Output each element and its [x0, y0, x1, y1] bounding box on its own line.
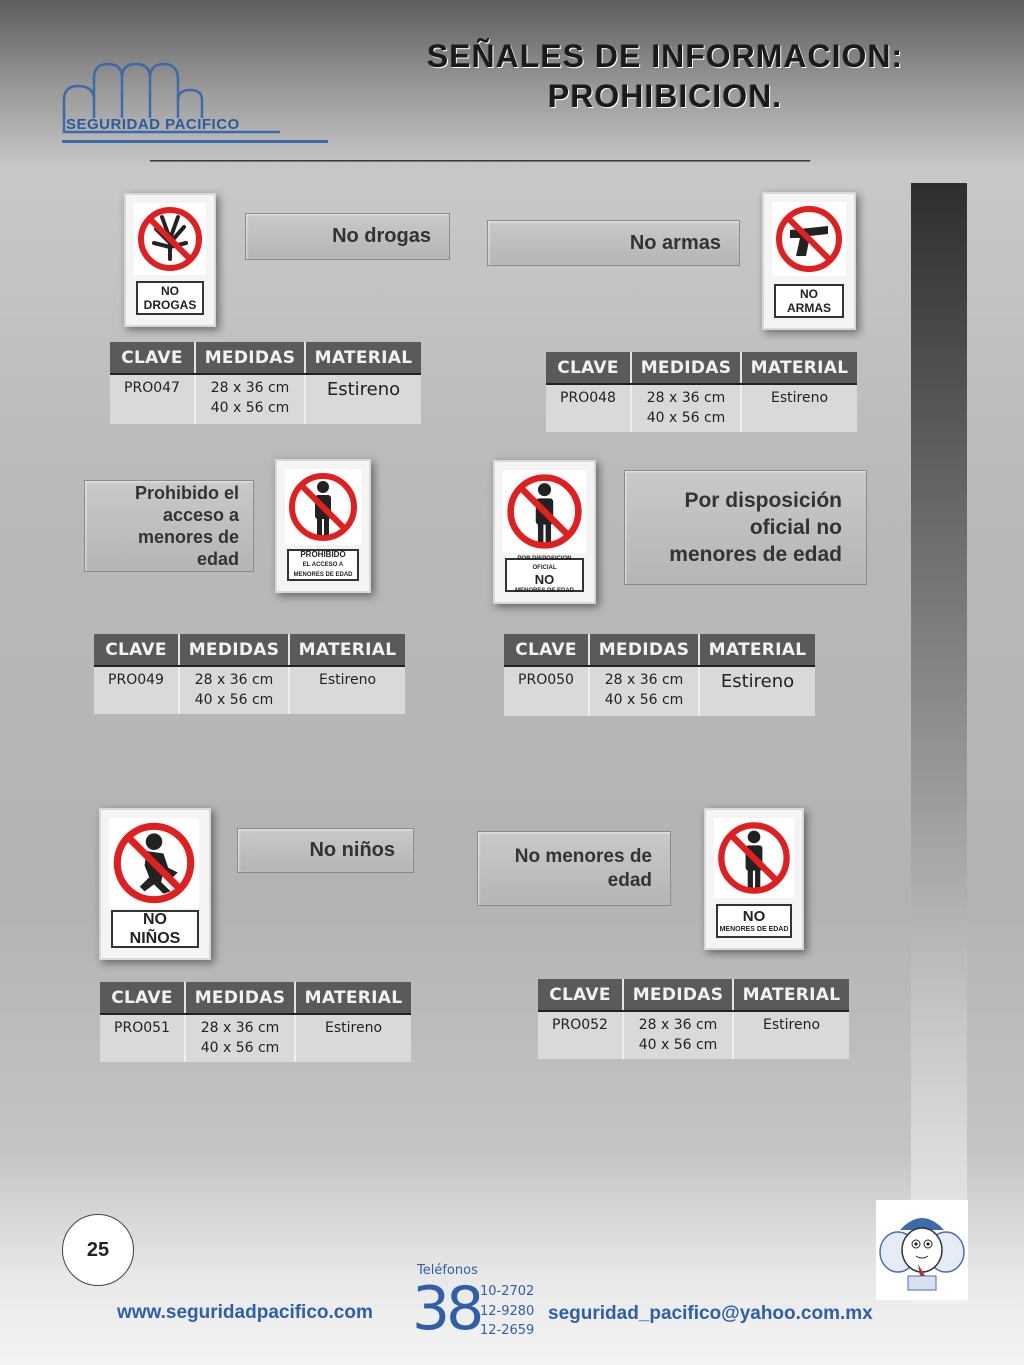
col-header-material: MATERIAL — [733, 979, 849, 1011]
label-por-disposicion-oficial — [624, 470, 867, 585]
sign-caption-line: POR DISPOSICION OFICIAL — [517, 555, 572, 571]
label-text: acceso a — [162, 505, 239, 525]
cell-material: Estireno — [289, 666, 405, 714]
sign-caption — [136, 281, 204, 315]
medida-2: 40 x 56 cm — [604, 692, 684, 708]
col-header-medidas: MEDIDAS — [185, 982, 295, 1014]
sign-caption-line: NIÑOS — [129, 930, 181, 947]
sign-caption — [505, 555, 584, 594]
sign-caption-line: NO — [143, 911, 167, 928]
medida-2: 40 x 56 cm — [646, 410, 726, 426]
cell-medidas — [589, 666, 699, 716]
sign-no-armas — [762, 192, 856, 330]
child-icon — [109, 818, 199, 908]
medida-2: 40 x 56 cm — [200, 1040, 280, 1056]
cell-clave: PRO051 — [100, 1014, 185, 1062]
col-header-material: MATERIAL — [295, 982, 411, 1014]
table-row — [546, 384, 857, 432]
cell-medidas — [179, 666, 289, 714]
sign-caption-line: MENORES DE EDAD — [514, 587, 574, 594]
label-text: No menores de — [514, 845, 652, 867]
col-header-medidas: MEDIDAS — [589, 634, 699, 666]
spec-table-pro049 — [94, 634, 405, 714]
label-text: No armas — [629, 231, 721, 254]
cell-clave: PRO047 — [110, 374, 195, 424]
phone-number[interactable]: 10-2702 — [480, 1284, 535, 1299]
sign-caption-line: NO — [800, 287, 818, 301]
spec-table-pro050 — [504, 634, 815, 716]
sign-caption-line: MENORES DE EDAD — [719, 925, 789, 933]
label-text: oficial no — [749, 516, 842, 539]
person-icon — [714, 818, 794, 898]
col-header-clave: CLAVE — [546, 352, 631, 384]
medida-1: 28 x 36 cm — [638, 1017, 718, 1033]
leaf-icon — [134, 203, 206, 275]
cell-clave: PRO050 — [504, 666, 589, 716]
sign-caption-line: NO — [161, 284, 179, 298]
table-row — [110, 374, 421, 424]
sign-caption-line: NO — [742, 907, 766, 925]
gun-icon — [772, 202, 846, 276]
phones-prefix: 38 — [412, 1274, 481, 1344]
medida-1: 28 x 36 cm — [604, 672, 684, 688]
phones-label: Teléfonos — [417, 1263, 478, 1278]
sign-no-menores-de-edad — [704, 808, 804, 950]
title-line-1: SEÑALES DE INFORMACION: — [426, 38, 904, 74]
medida-1: 28 x 36 cm — [194, 672, 274, 688]
label-no-menores-de-edad — [477, 831, 671, 906]
brand-name: SEGURIDAD PACIFICO — [66, 116, 240, 133]
label-text: No drogas — [332, 225, 431, 247]
medida-2: 40 x 56 cm — [210, 400, 290, 416]
sign-caption — [111, 910, 199, 948]
medida-1: 28 x 36 cm — [200, 1020, 280, 1036]
col-header-material: MATERIAL — [741, 352, 857, 384]
label-text: menores de edad — [669, 543, 842, 566]
medida-1: 28 x 36 cm — [646, 390, 726, 406]
spec-table-pro052 — [538, 979, 849, 1059]
cell-material: Estireno — [305, 374, 421, 424]
sign-caption-line: NO — [534, 571, 555, 587]
table-row — [538, 1011, 849, 1059]
label-prohibido-acceso-menores — [84, 480, 254, 572]
page-number: 25 — [62, 1214, 134, 1286]
col-header-material: MATERIAL — [289, 634, 405, 666]
col-header-material: MATERIAL — [305, 342, 421, 374]
sign-caption-line: PROHIBIDO — [300, 550, 346, 559]
col-header-medidas: MEDIDAS — [179, 634, 289, 666]
label-text: No niños — [309, 839, 395, 861]
title-line-2: PROHIBICION. — [547, 78, 783, 114]
email-link[interactable]: seguridad_pacifico@yahoo.com.mx — [548, 1303, 873, 1324]
cell-clave: PRO052 — [538, 1011, 623, 1059]
cell-medidas — [195, 374, 305, 424]
cell-clave: PRO049 — [94, 666, 179, 714]
cell-material: Estireno — [733, 1011, 849, 1059]
cell-material: Estireno — [741, 384, 857, 432]
col-header-material: MATERIAL — [699, 634, 815, 666]
phone-number[interactable]: 12-9280 — [480, 1303, 535, 1319]
label-text: edad — [196, 549, 239, 569]
table-row — [100, 1014, 411, 1062]
col-header-clave: CLAVE — [100, 982, 185, 1014]
brand-underline — [62, 140, 328, 143]
sign-por-disposicion-oficial — [493, 460, 596, 604]
website-link[interactable]: www.seguridadpacifico.com — [117, 1302, 373, 1323]
phone-number[interactable]: 12-2659 — [480, 1323, 535, 1338]
cell-medidas — [631, 384, 741, 432]
label-no-drogas — [245, 213, 450, 260]
medida-1: 28 x 36 cm — [210, 380, 290, 396]
col-header-clave: CLAVE — [538, 979, 623, 1011]
col-header-medidas: MEDIDAS — [195, 342, 305, 374]
sign-caption-line: ARMAS — [787, 301, 831, 315]
sign-prohibido-acceso — [275, 459, 371, 593]
cell-material: Estireno — [295, 1014, 411, 1062]
cell-medidas — [623, 1011, 733, 1059]
label-text: Prohibido el — [134, 483, 239, 503]
cell-clave: PRO048 — [546, 384, 631, 432]
cell-material: Estireno — [699, 666, 815, 716]
company-logo — [60, 60, 330, 152]
table-row — [94, 666, 405, 714]
sign-no-drogas — [124, 193, 216, 327]
sign-caption-line: MENORES DE EDAD — [293, 572, 353, 578]
cell-medidas — [185, 1014, 295, 1062]
side-gradient-bar — [911, 183, 967, 1303]
col-header-clave: CLAVE — [504, 634, 589, 666]
col-header-medidas: MEDIDAS — [623, 979, 733, 1011]
label-text: edad — [607, 869, 652, 891]
medida-2: 40 x 56 cm — [638, 1037, 718, 1053]
label-no-armas — [487, 220, 740, 266]
person-icon — [285, 469, 361, 545]
sign-no-ninos — [99, 808, 211, 960]
spec-table-pro051 — [100, 982, 411, 1062]
title-divider: ——————————————————————————————————————————————————————— — [150, 150, 811, 173]
medida-2: 40 x 56 cm — [194, 692, 274, 708]
label-text: menores de — [137, 527, 239, 547]
sign-caption — [774, 284, 844, 318]
page-title — [380, 36, 950, 116]
spec-table-pro048 — [546, 352, 857, 432]
label-text: Por disposición — [684, 489, 842, 512]
col-header-medidas: MEDIDAS — [631, 352, 741, 384]
label-no-ninos — [237, 828, 414, 873]
mascot-icon — [876, 1200, 968, 1300]
col-header-clave: CLAVE — [110, 342, 195, 374]
spec-table-pro047 — [110, 342, 421, 424]
person-icon — [503, 470, 586, 553]
sign-caption-line: EL ACCESO A — [302, 562, 344, 568]
col-header-clave: CLAVE — [94, 634, 179, 666]
sign-caption — [716, 904, 792, 938]
sign-caption-line: DROGAS — [143, 298, 197, 312]
sign-caption — [287, 549, 359, 581]
table-row — [504, 666, 815, 716]
phone-numbers — [480, 1282, 534, 1341]
